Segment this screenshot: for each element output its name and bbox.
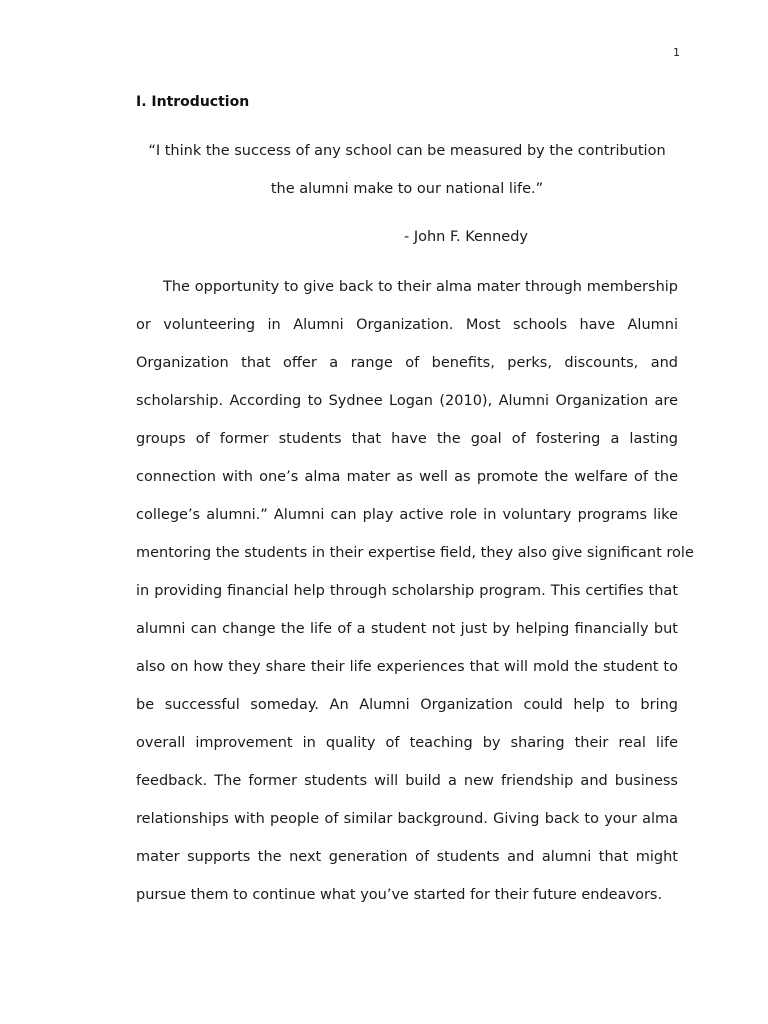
paragraph-line: also on how they share their life experiences that will mold the student to [136, 659, 678, 675]
paragraph-line: be successful someday. An Alumni Organization could help to bring [136, 697, 678, 713]
quote-line-2: the alumni make to our national life.” [270, 181, 544, 197]
quote-line-1: “I think the success of any school can be measured by the contribution [148, 143, 666, 159]
paragraph-line: groups of former students that have the goal of fostering a lasting [136, 431, 678, 447]
paragraph-line: or volunteering in Alumni Organization. Most schools have Alumni [136, 317, 678, 333]
section-heading: I. Introduction [136, 94, 250, 110]
paragraph-line: mentoring the students in their expertise field, they also give significant role [136, 545, 694, 561]
paragraph-line: overall improvement in quality of teaching by sharing their real life [136, 735, 678, 751]
page-number: 1 [673, 46, 680, 59]
paragraph-line: alumni can change the life of a student not just by helping financially but [136, 621, 678, 637]
paragraph-line: The opportunity to give back to their alma mater through membership [163, 279, 678, 295]
body-paragraph [136, 277, 694, 923]
paragraph-line: pursue them to continue what you’ve started for their future endeavors. [136, 887, 663, 903]
paragraph-line: relationships with people of similar background. Giving back to your alma [136, 811, 678, 827]
paragraph-line: connection with one’s alma mater as well as promote the welfare of the [136, 469, 678, 485]
paragraph-line: mater supports the next generation of students and alumni that might [136, 849, 678, 865]
quote-attribution: - John F. Kennedy [403, 229, 528, 245]
paragraph-line: feedback. The former students will build a new friendship and business [136, 773, 678, 789]
paragraph-line: college’s alumni.” Alumni can play active role in voluntary programs like [136, 507, 678, 523]
paragraph-line: in providing financial help through scholarship program. This certifies that [136, 583, 678, 599]
paragraph-line: scholarship. According to Sydnee Logan (2010), Alumni Organization are [136, 393, 678, 409]
paragraph-line: Organization that offer a range of benefits, perks, discounts, and [136, 355, 678, 371]
